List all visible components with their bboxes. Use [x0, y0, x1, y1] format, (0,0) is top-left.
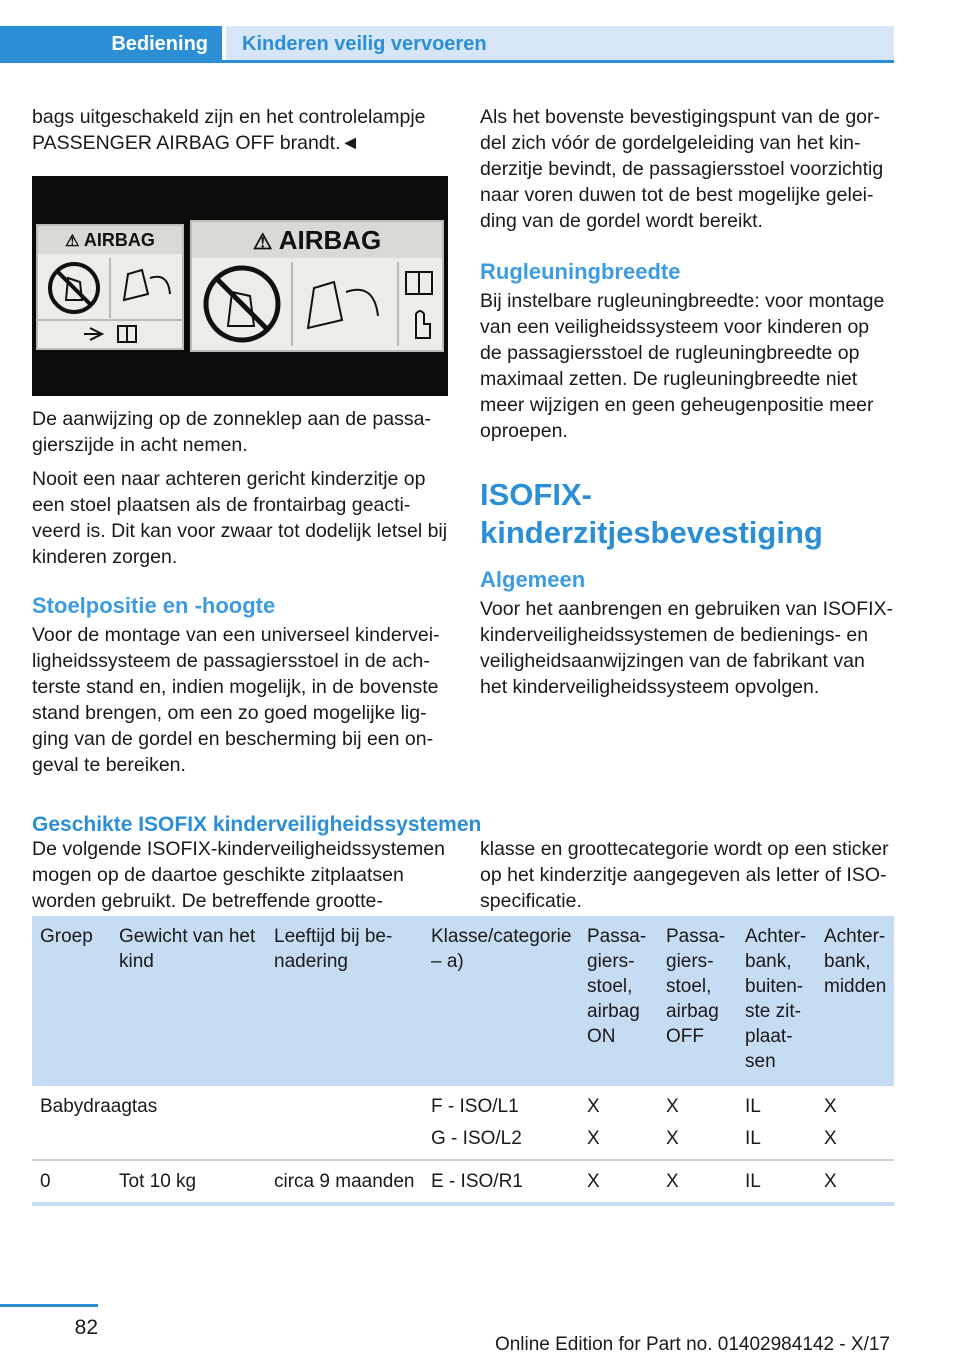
backrest-width-text: Bij instelbare rugleuningbreedte: voor montage van een veiligheidssysteem voor kinderen op de passagiersstoel de rugleuningbreedte op maximaal zetten. De rugleuningbreedte niet meer wijzigen en geen geheugenpositie meer oproepen.	[480, 290, 885, 442]
section-title-isofix: ISOFIX-kinderzitjesbevestiging	[480, 477, 823, 550]
cell-rear-middle-a: X	[824, 1096, 837, 1117]
general-text: Voor het aanbrengen en gebruiken van ISOFIX-kinderveiligheidssystemen de bedienings- en veiligheidsaanwijzingen van de fabrikant van het kinderveiligheidssysteem opvolgen.	[480, 598, 894, 698]
col-age: Leeftijd bij benadering	[266, 916, 423, 1086]
table-row	[32, 1086, 894, 1160]
airbag-label-large-text: AIRBAG	[278, 225, 382, 255]
col-rear-middle: Achterbank, midden	[816, 916, 894, 1086]
left-body	[32, 406, 448, 778]
heading-backrest-width: Rugleuningbreedte	[480, 259, 681, 284]
airbag-label-large	[190, 220, 444, 352]
chapter-tab[interactable]: Bediening	[0, 26, 222, 62]
cell-rear-outer: IL	[737, 1160, 816, 1204]
table-header-row	[32, 916, 894, 1086]
col-group: Groep	[32, 916, 111, 1086]
airbag-pictograms-large	[192, 258, 442, 350]
warning-triangle-icon: ⚠	[252, 229, 273, 254]
table-intro-left: De volgende ISOFIX-kinderveiligheidssystemen mogen op de daartoe geschikte zitplaatsen worden gebruikt. De betreffende grootte-	[32, 838, 445, 912]
cell-group: 0	[32, 1160, 111, 1204]
table-row	[32, 1160, 894, 1204]
col-rear-outer: Achterbank, buitenste zitplaatsen	[737, 916, 816, 1086]
cell-airbag-on-b: X	[587, 1128, 600, 1149]
cell-class-a: F - ISO/L1	[431, 1096, 519, 1117]
right-body	[480, 104, 894, 700]
col-weight: Gewicht van het kind	[111, 916, 266, 1086]
cell-age	[266, 1086, 423, 1160]
heading-general: Algemeen	[480, 567, 586, 592]
seat-position-text: Voor de montage van een universeel kinderveiligheidssysteem de passagiersstoel in de achterste stand en, indien mogelijk, in de bovenste stand brengen, om een zo goed mogelijke ligging van de gordel en bescherming bij een ongeval te bereiken.	[32, 624, 440, 776]
cell-class	[423, 1086, 579, 1160]
left-intro	[32, 104, 448, 156]
cell-rear-middle: X	[816, 1160, 894, 1204]
belt-guide-text: Als het bovenste bevestigingspunt van de gordel zich vóór de gordelgeleiding van het kinderzitje bevindt, de passagiersstoel voorzichtig naar voren duwen tot de best mogelijke geleiding van de gordel wordt bereikt.	[480, 106, 884, 232]
cell-group: Babydraagtas	[32, 1086, 111, 1160]
warning-triangle-icon: ⚠	[65, 233, 80, 250]
airbag-label-small-text: AIRBAG	[83, 230, 155, 250]
cell-rear-middle-b: X	[824, 1128, 837, 1149]
cell-rear-outer	[737, 1086, 816, 1160]
heading-suitable-isofix: Geschikte ISOFIX kinderveiligheidssystemen	[32, 813, 482, 836]
cell-weight: Tot 10 kg	[111, 1160, 266, 1204]
cell-airbag-on	[579, 1086, 658, 1160]
cell-age: circa 9 maanden	[266, 1160, 423, 1204]
edition-note: Online Edition for Part no. 01402984142 - X/17	[494, 1334, 890, 1355]
rear-facing-warning: Nooit een naar achteren gericht kinderzitje op een stoel plaatsen als de frontairbag geactiveerd is. Dit kan voor zwaar tot dodelijk letsel bij kinderen zorgen.	[32, 468, 448, 568]
col-passenger-airbag-on: Passagiersstoel, airbag ON	[579, 916, 658, 1086]
airbag-pictograms-small	[38, 254, 182, 348]
airbag-label-small-title	[38, 226, 182, 254]
cell-rear-middle	[816, 1086, 894, 1160]
section-tab[interactable]: Kinderen veilig vervoeren	[226, 26, 894, 62]
airbag-label-large-title	[192, 222, 442, 258]
header-rule	[0, 60, 894, 63]
isofix-table	[32, 916, 894, 1206]
cell-rear-outer-b: IL	[745, 1128, 761, 1149]
cell-class-b: G - ISO/L2	[431, 1128, 522, 1149]
footer-rule	[0, 1304, 98, 1307]
heading-seat-position: Stoelpositie en -hoogte	[32, 593, 276, 618]
cell-airbag-off: X	[658, 1160, 737, 1204]
col-passenger-airbag-off: Passagiersstoel, airbag OFF	[658, 916, 737, 1086]
airbag-warning-photo	[32, 176, 448, 396]
col-class: Klasse/categorie – a)	[423, 916, 579, 1086]
cell-airbag-on-a: X	[587, 1096, 600, 1117]
cell-airbag-off-b: X	[666, 1128, 679, 1149]
cell-airbag-off	[658, 1086, 737, 1160]
airbag-label-small	[36, 224, 184, 350]
cell-airbag-on: X	[579, 1160, 658, 1204]
table-intro-right: klasse en groottecategorie wordt op een sticker op het kinderzitje aangegeven als letter of ISO-specificatie.	[480, 838, 889, 912]
sun-visor-note: De aanwijzing op de zonneklep aan de passagierszijde in acht nemen.	[32, 408, 431, 456]
cell-rear-outer-a: IL	[745, 1096, 761, 1117]
cell-class: E - ISO/R1	[423, 1160, 579, 1204]
page-number: 82	[74, 1316, 98, 1339]
intro-text: bags uitgeschakeld zijn en het controlelampje PASSENGER AIRBAG OFF brandt.◄	[32, 106, 426, 154]
cell-airbag-off-a: X	[666, 1096, 679, 1117]
